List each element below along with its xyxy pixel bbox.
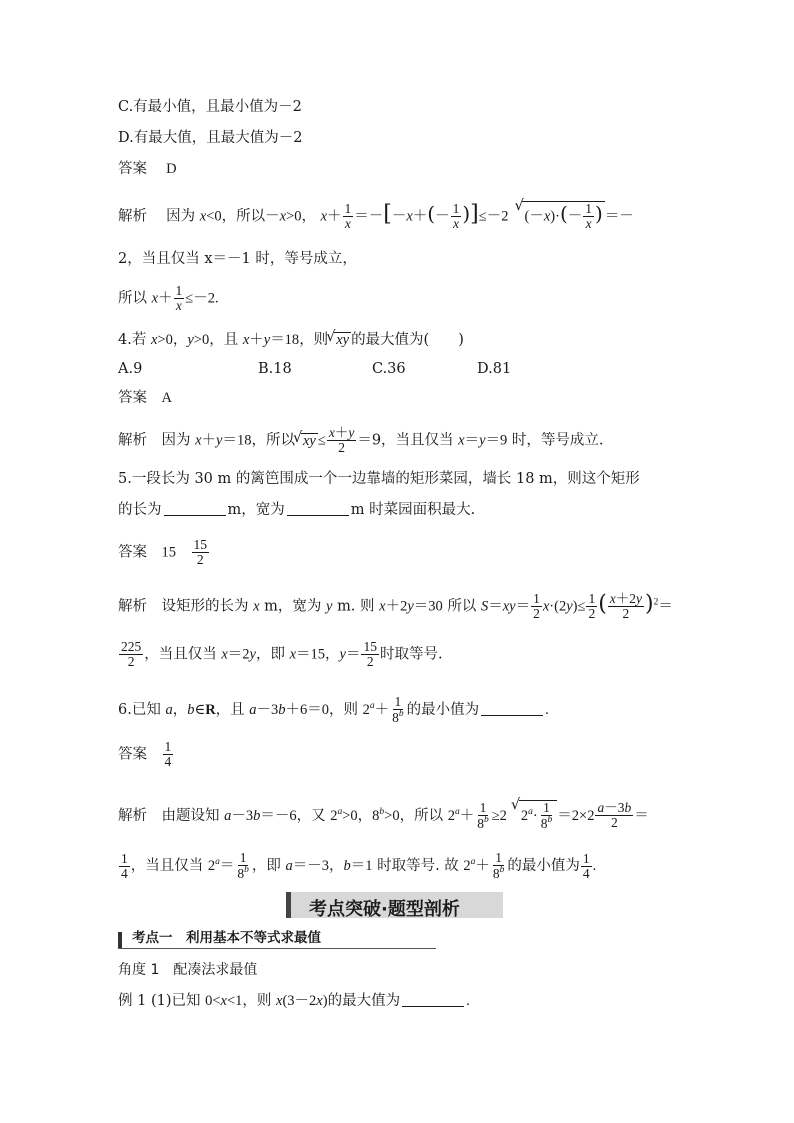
solution-q6-line2: $\frac{1}{4}$ ，当且仅当 $2^a=$ $\frac{1}{8^b}$ ，即 a＝－3，b＝1 时取等号. 故 $2^a+$ $\frac{1}{8^b}$ 的最小值为 $\frac{1}{4}$ .: [121, 850, 597, 882]
kaodian-marker: [118, 932, 122, 948]
question-5-line1: 5.一段长为 30 m 的篱笆围成一个一边靠墙的矩形菜园，墙长 18 m，则这个矩形: [118, 471, 640, 487]
option-d: D.有最大值，且最大值为－2: [118, 130, 303, 146]
section-banner: [286, 892, 503, 918]
solution-q4: 解析 因为 x＋y＝18，所以√ xy ≤ $\frac{x+y}{2}$ ＝9，当且仅当 x＝y＝9 时，等号成立.: [118, 426, 604, 455]
kaodian-heading: 考点一 利用基本不等式求最值: [132, 930, 321, 946]
solution-q3-line2: 2，当且仅当 x＝－1 时，等号成立，: [118, 251, 357, 267]
example-1: 例 1 (1)已知 0<x<1，则 x(3－2x)的最大值为 .: [118, 993, 470, 1009]
q4-option-c: C.36: [372, 361, 406, 377]
solution-q5-line2: $\frac{225}{2}$ ，当且仅当 x＝2y，即 x＝15，y＝ $\frac{15}{2}$ 时取等号.: [121, 639, 443, 670]
answer-q6: 答案 $\frac{1}{4}$: [118, 739, 172, 770]
answer-label: 答案: [118, 161, 147, 177]
answer-value: D: [166, 161, 177, 177]
question-6: 6.已知 a，b∈R，且 a－3b＋6＝0，则 $2^a+$ $\frac{1}{8^b}$ 的最小值为 .: [118, 694, 549, 726]
solution-q3-line1: 解析 因为 x<0，所以－x>0， x＋ $\frac{1}{x}$ ＝－[－x＋(－ $\frac{1}{x}$ )]≤－2√ (－x)·(－ $\frac{1}{x}$ ) ＝－: [118, 201, 634, 231]
blank-max-value[interactable]: [402, 994, 464, 1007]
q4-option-d: D.81: [477, 361, 512, 377]
blank-min-value[interactable]: [481, 703, 543, 716]
jiaodu-heading: 角度 1 配凑法求最值: [118, 962, 258, 978]
solution-label: 解析: [118, 208, 147, 225]
sol3-text-b: ，所以: [221, 208, 266, 225]
sol3-text-a: 因为: [166, 208, 196, 225]
solution-q3-line3: 所以 x＋ $\frac{1}{x}$ ≤－2.: [118, 283, 219, 314]
answer-q4: 答案 A: [118, 390, 172, 406]
kaodian-underline: [118, 948, 436, 949]
solution-q5-line1: 解析 设矩形的长为 x m，宽为 y m. 则 x＋2y＝30 所以 S＝xy＝ $\frac{1}{2}$ x·(2y)≤ $\frac{1}{2}$ ( $\frac{x+2y}{2}$ )$^2$＝: [118, 591, 673, 622]
q4-option-a: A.9: [118, 361, 143, 377]
solution-q6-line1: 解析 由题设知 a－3b＝－6，又 $2^a>0$，$8^b>0$，所以 $2^a+$ $\frac{1}{8^b}$ ≥2√ $2^a\cdot$ $\frac{1}{8^b}$ ＝2×2 $\frac{a-3b}{2}$ ＝: [118, 800, 649, 831]
question-5-line2: 的长为 m，宽为 m 时菜园面积最大.: [118, 502, 476, 518]
answer-q3: [118, 162, 177, 177]
q4-option-b: B.18: [258, 361, 292, 377]
question-4: 4.若 x>0，y>0，且 x＋y＝18，则√ xy 的最大值为( ): [118, 332, 464, 348]
blank-length[interactable]: [164, 503, 226, 516]
section-title: 考点突破·题型剖析: [309, 899, 460, 920]
blank-width[interactable]: [287, 503, 349, 516]
answer-q5: 答案 15 $\frac{15}{2}$: [118, 537, 207, 568]
option-c: C.有最小值，且最小值为－2: [118, 99, 302, 115]
